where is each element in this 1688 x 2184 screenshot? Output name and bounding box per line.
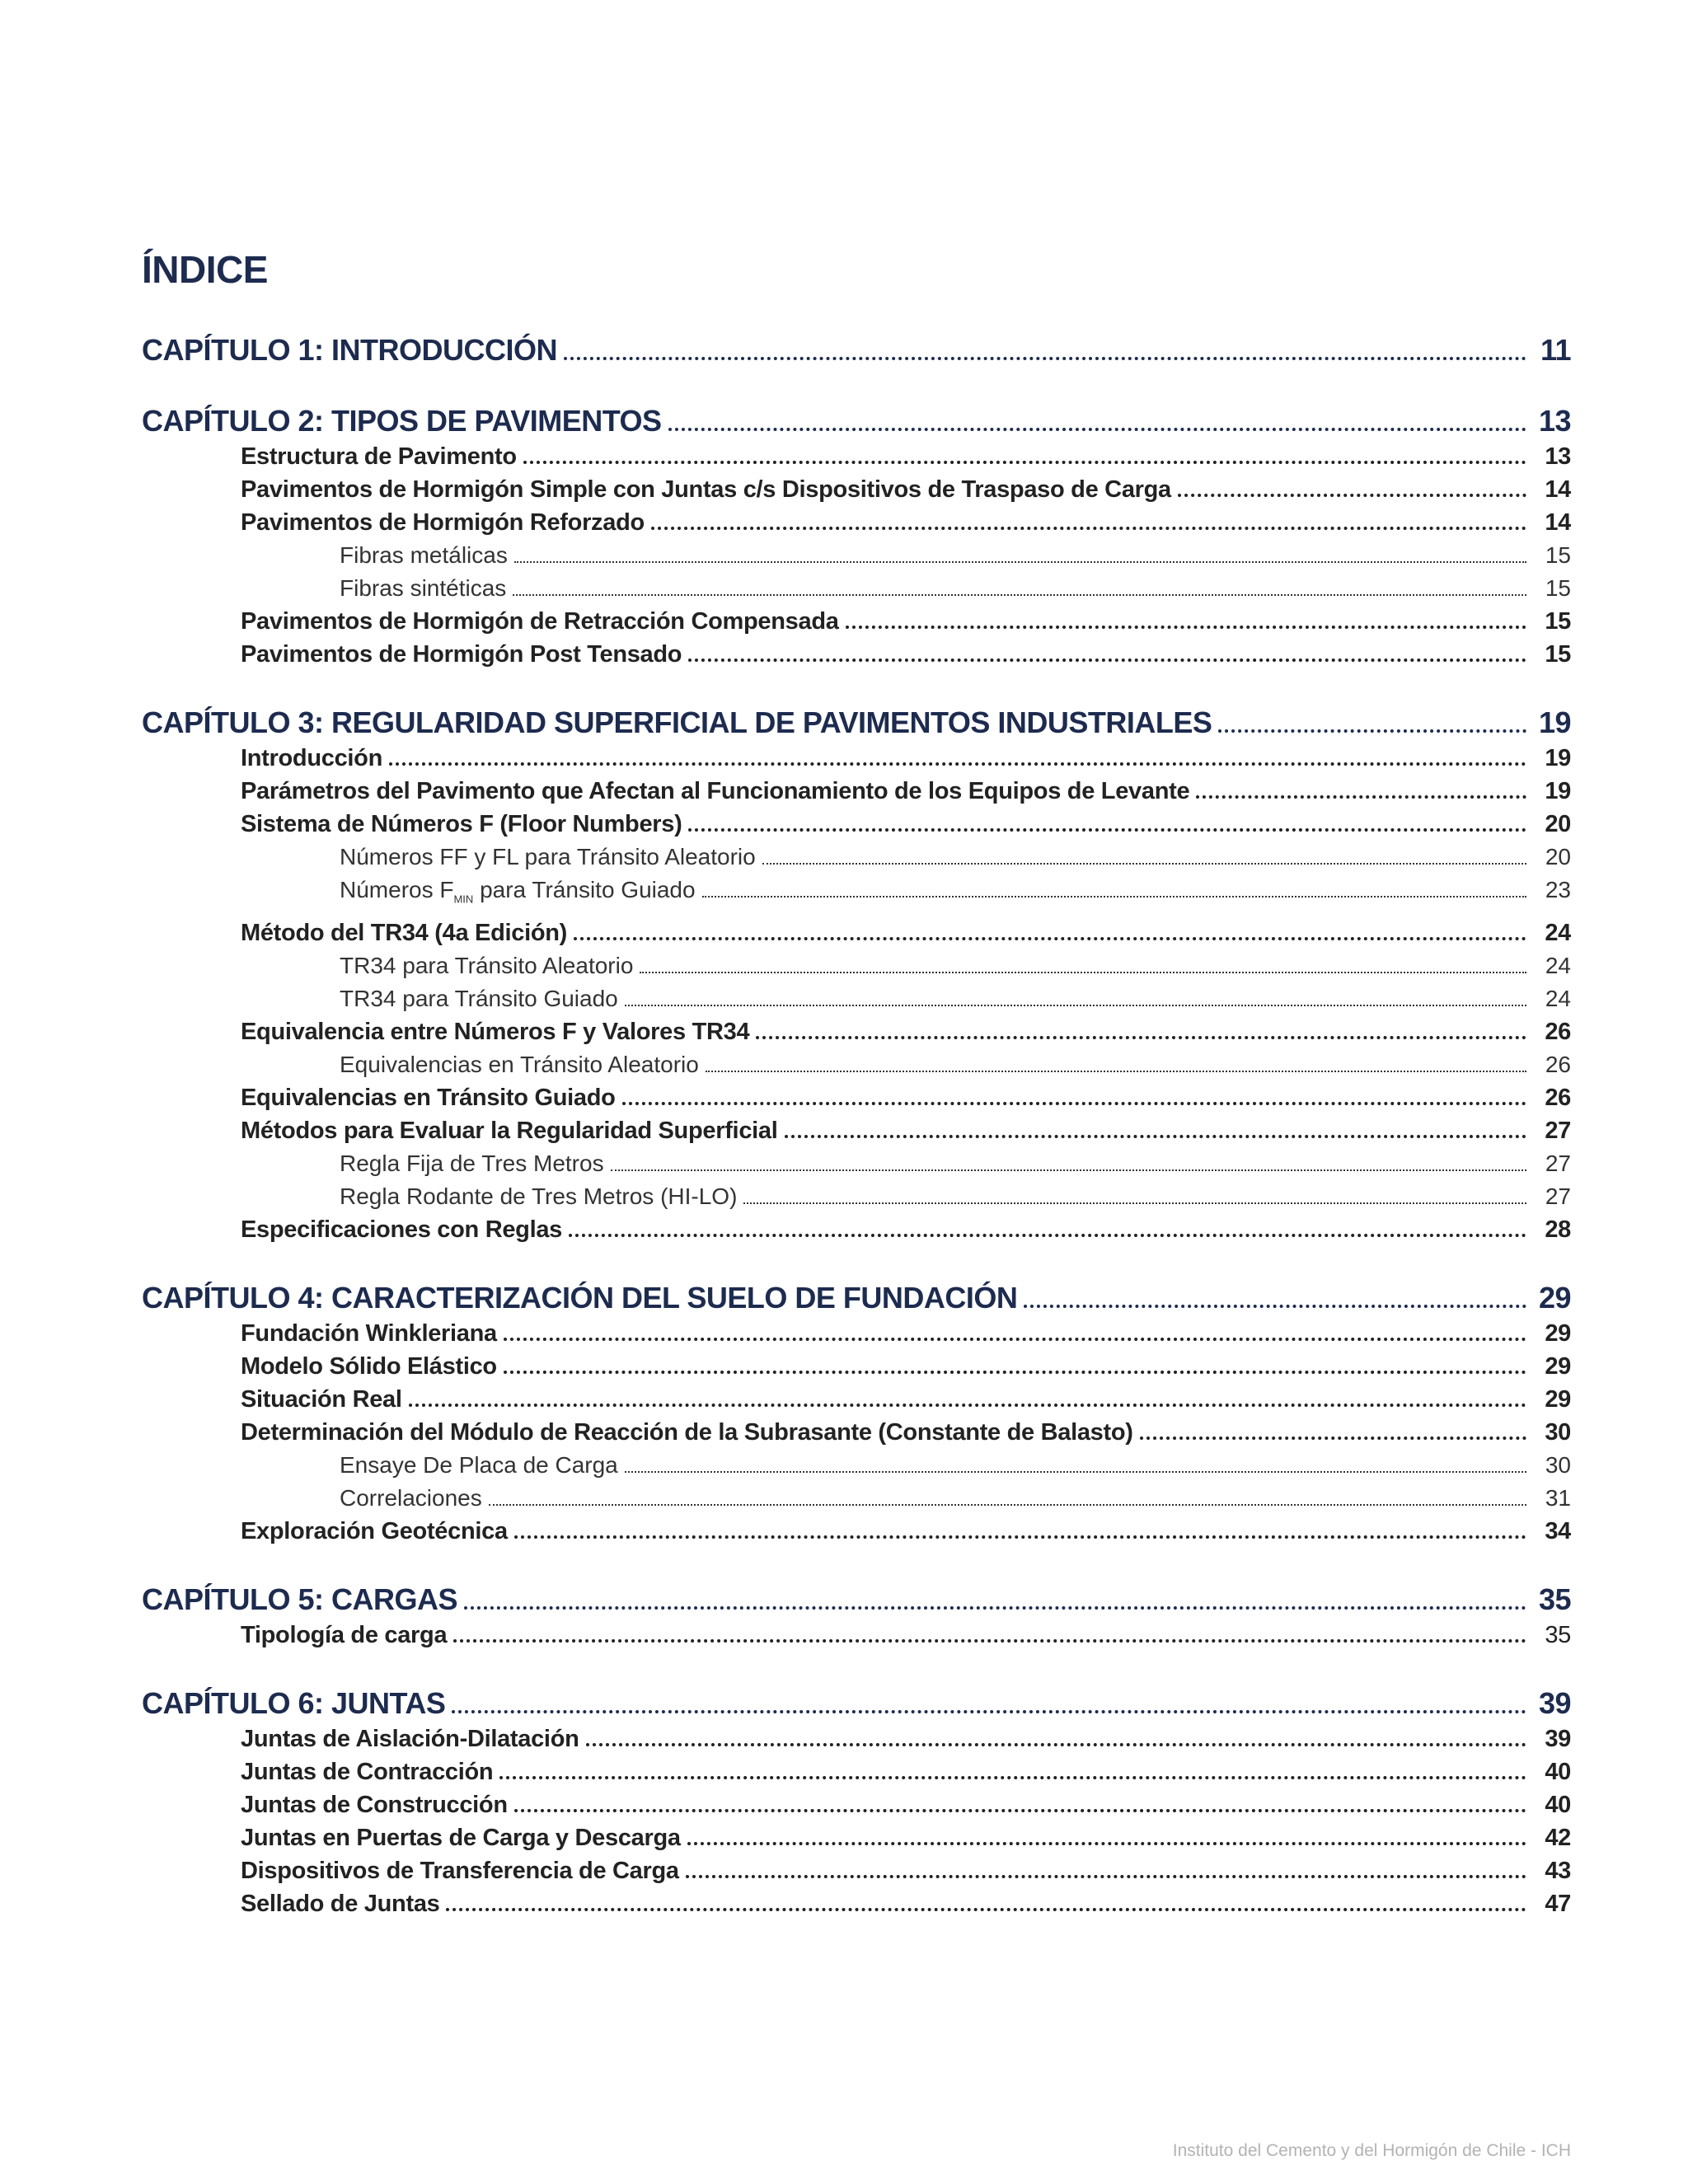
label-text: Números F [340,877,454,902]
toc-page-number: 27 [1545,1183,1571,1209]
toc-subsection-label: Ensaye De Placa de Carga [340,1451,618,1478]
toc-section[interactable] [142,1015,1571,1048]
toc-subsection[interactable] [142,841,1571,874]
toc-page-number: 19 [1545,778,1571,804]
toc-section-label: Juntas de Aislación-Dilatación [241,1725,579,1752]
dot-leader [625,1470,1526,1473]
toc-section[interactable] [142,605,1571,638]
toc-page-number: 26 [1545,1051,1571,1077]
page-footer: Instituto del Cemento y del Hormigón de Chile - ICH [1172,2141,1571,2160]
toc-section-label: Estructura de Pavimento [241,443,517,470]
toc-page-number: 43 [1545,1857,1571,1884]
toc-chapter-label: CAPÍTULO 1: INTRODUCCIÓN [142,333,557,367]
toc-page-number: 13 [1538,404,1571,438]
toc-page-number: 19 [1538,705,1571,739]
dot-leader [453,1638,1526,1643]
toc-section[interactable] [142,1722,1571,1755]
toc-page-number: 29 [1545,1352,1571,1380]
toc-section-label: Introducción [241,745,383,771]
toc-page-number: 15 [1545,608,1571,635]
toc-chapter-label: CAPÍTULO 4: CARACTERIZACIÓN DEL SUELO DE FUNDACIÓN [142,1280,1018,1315]
dot-leader [1218,729,1526,733]
table-of-contents [142,331,1571,1920]
toc-page-number: 23 [1545,877,1571,902]
toc-section-label: Juntas de Construcción [241,1791,508,1818]
toc-page-number: 39 [1538,1685,1571,1720]
toc-page-number: 24 [1545,952,1571,978]
dot-leader [785,1134,1527,1138]
toc-section-label: Determinación del Módulo de Reacción de la Subrasante (Constante de Balasto) [241,1418,1133,1446]
toc-page-number: 29 [1545,1319,1571,1347]
toc-section[interactable] [142,1788,1571,1821]
toc-page-number: 27 [1545,1150,1571,1176]
toc-section[interactable] [142,1887,1571,1920]
dot-leader [504,1337,1526,1341]
toc-section-label: Método del TR34 (4a Edición) [241,919,568,946]
toc-section-label: Fundación Winkleriana [241,1319,497,1347]
dot-leader [640,971,1526,973]
toc-chapter-label: CAPÍTULO 3: REGULARIDAD SUPERFICIAL DE PAVIMENTOS INDUSTRIALES [142,705,1212,739]
toc-subsection-label: Equivalencias en Tránsito Aleatorio [340,1051,699,1077]
toc-section-label: Juntas en Puertas de Carga y Descarga [241,1824,681,1851]
dot-leader [389,762,1526,766]
toc-section-label: Equivalencia entre Números F y Valores TR34 [241,1018,750,1045]
toc-page-number: 13 [1545,443,1571,470]
toc-page-number: 20 [1545,844,1571,869]
toc-section-label: Exploración Geotécnica [241,1517,508,1544]
toc-page-number: 31 [1545,1484,1571,1511]
toc-page-number: 29 [1538,1280,1571,1315]
subscript-min: MIN [453,893,474,906]
toc-section[interactable] [142,473,1571,506]
dot-leader [504,1370,1526,1374]
toc-section[interactable] [142,1350,1571,1383]
dot-leader [688,827,1526,832]
toc-section-label: Dispositivos de Transferencia de Carga [241,1857,679,1884]
dot-leader [625,1004,1526,1006]
dot-leader [514,1535,1526,1539]
toc-section-label: Situación Real [241,1385,402,1413]
toc-page-number: 14 [1545,509,1571,536]
dot-leader [622,1101,1526,1105]
toc-page-number: 24 [1545,985,1571,1011]
toc-section[interactable] [142,1383,1571,1416]
toc-section-label: Pavimentos de Hormigón Simple con Juntas c/s Dispositivos de Traspaso de Carga [241,476,1171,503]
toc-subsection[interactable] [142,539,1571,572]
dot-leader [706,1070,1526,1072]
toc-page-number: 40 [1545,1758,1571,1785]
toc-subsection[interactable] [142,1048,1571,1081]
toc-section[interactable] [142,808,1571,841]
toc-section-label: Especificaciones con Reglas [241,1216,563,1243]
toc-chapter-label: CAPÍTULO 6: JUNTAS [142,1685,446,1720]
toc-subsection-label [340,874,702,916]
toc-subsection-label: Regla Rodante de Tres Metros (HI-LO) [340,1183,738,1209]
toc-page-number: 11 [1540,333,1571,367]
toc-subsection-label: Fibras metálicas [340,542,508,568]
toc-section[interactable] [142,638,1571,671]
dot-leader [611,1169,1526,1171]
toc-section[interactable] [142,440,1571,473]
toc-section[interactable] [142,1114,1571,1147]
toc-section[interactable] [142,1821,1571,1854]
toc-chapter-3[interactable] [142,704,1571,742]
dot-leader [743,1202,1526,1204]
dot-leader [756,1035,1526,1039]
dot-leader [513,593,1526,596]
toc-page-number: 42 [1545,1824,1571,1851]
toc-chapter-4[interactable] [142,1279,1571,1317]
dot-leader [446,1907,1526,1911]
toc-page-number: 34 [1545,1517,1571,1544]
dot-leader [499,1775,1526,1779]
toc-section-label: Métodos para Evaluar la Regularidad Superficial [241,1117,778,1144]
toc-chapter-label: CAPÍTULO 2: TIPOS DE PAVIMENTOS [142,404,662,438]
dot-leader [409,1403,1526,1407]
toc-section[interactable] [142,1213,1571,1246]
toc-section[interactable] [142,1755,1571,1788]
toc-section-label: Parámetros del Pavimento que Afectan al Funcionamiento de los Equipos de Levante [241,778,1190,804]
toc-chapter-6[interactable] [142,1685,1571,1722]
toc-page-number: 30 [1545,1451,1571,1478]
toc-subsection-label: TR34 para Tránsito Guiado [340,985,618,1011]
dot-leader [687,1841,1526,1845]
toc-page-number: 26 [1545,1084,1571,1111]
dot-leader [846,625,1526,629]
page-title: ÍNDICE [142,248,268,291]
dot-leader [668,427,1526,431]
toc-page-number: 28 [1545,1216,1571,1243]
toc-page-number: 15 [1545,641,1571,668]
toc-section[interactable] [142,775,1571,808]
dot-leader [569,1233,1526,1237]
toc-subsection[interactable] [142,874,1571,916]
toc-section[interactable] [142,506,1571,539]
dot-leader [686,1874,1526,1878]
dot-leader [452,1709,1526,1713]
toc-page-number: 24 [1545,919,1571,946]
dot-leader [489,1503,1526,1506]
dot-leader [651,526,1526,530]
toc-page-number: 27 [1545,1117,1571,1144]
dot-leader [1024,1304,1526,1308]
toc-subsection[interactable] [142,1449,1571,1482]
toc-subsection-label: Correlaciones [340,1484,482,1511]
toc-page-number: 40 [1545,1791,1571,1818]
toc-section-label: Equivalencias en Tránsito Guiado [241,1084,616,1111]
toc-section[interactable] [142,1317,1571,1350]
toc-page-number: 39 [1545,1725,1571,1752]
toc-section[interactable] [142,916,1571,949]
toc-section-label: Juntas de Contracción [241,1758,494,1785]
dot-leader [586,1742,1526,1746]
dot-leader [1178,493,1526,497]
toc-subsection[interactable] [142,1180,1571,1213]
dot-leader [514,1808,1526,1812]
dot-leader [574,936,1526,940]
toc-section-label: Tipología de carga [241,1621,448,1648]
dot-leader [464,1605,1526,1610]
toc-section-label: Sellado de Juntas [241,1890,440,1917]
toc-page-number: 15 [1545,542,1571,568]
toc-subsection-label: Regla Fija de Tres Metros [340,1150,604,1176]
toc-section-label: Pavimentos de Hormigón Post Tensado [241,641,682,668]
label-text: para Tránsito Guiado [473,877,696,902]
dot-leader [514,560,1526,563]
toc-page-number: 19 [1545,745,1571,771]
toc-chapter-2[interactable] [142,402,1571,440]
toc-page-number: 30 [1545,1418,1571,1446]
toc-section[interactable] [142,742,1571,775]
toc-section-label: Pavimentos de Hormigón de Retracción Compensada [241,608,839,635]
toc-page-number: 26 [1545,1018,1571,1045]
toc-subsection-label: TR34 para Tránsito Aleatorio [340,952,634,978]
toc-section-label: Sistema de Números F (Floor Numbers) [241,811,682,837]
toc-page-number: 15 [1545,575,1571,601]
toc-section[interactable] [142,1619,1571,1652]
toc-subsection[interactable] [142,949,1571,982]
toc-section-label: Pavimentos de Hormigón Reforzado [241,509,645,536]
dot-leader [688,658,1526,662]
toc-section-label: Modelo Sólido Elástico [241,1352,497,1380]
dot-leader [1196,794,1526,799]
toc-chapter-5[interactable] [142,1581,1571,1619]
toc-page-number: 35 [1538,1582,1571,1616]
toc-page-number: 20 [1545,811,1571,837]
toc-section[interactable] [142,1854,1571,1887]
toc-subsection-label: Fibras sintéticas [340,575,507,601]
toc-section[interactable] [142,1515,1571,1548]
toc-page-number: 35 [1545,1621,1571,1648]
dot-leader [564,356,1526,360]
toc-section[interactable] [142,1081,1571,1114]
toc-page-number: 29 [1545,1385,1571,1413]
toc-page-number: 14 [1545,476,1571,503]
dot-leader [523,460,1526,464]
toc-subsection[interactable] [142,982,1571,1015]
toc-chapter-1[interactable] [142,331,1571,369]
toc-subsection[interactable] [142,1482,1571,1515]
toc-subsection[interactable] [142,1147,1571,1180]
dot-leader [762,862,1526,865]
toc-section[interactable] [142,1416,1571,1449]
toc-subsection[interactable] [142,572,1571,605]
toc-page-number: 47 [1545,1890,1571,1917]
toc-subsection-label: Números FF y FL para Tránsito Aleatorio [340,844,756,869]
dot-leader [702,895,1526,898]
dot-leader [1140,1436,1526,1440]
toc-chapter-label: CAPÍTULO 5: CARGAS [142,1582,458,1616]
